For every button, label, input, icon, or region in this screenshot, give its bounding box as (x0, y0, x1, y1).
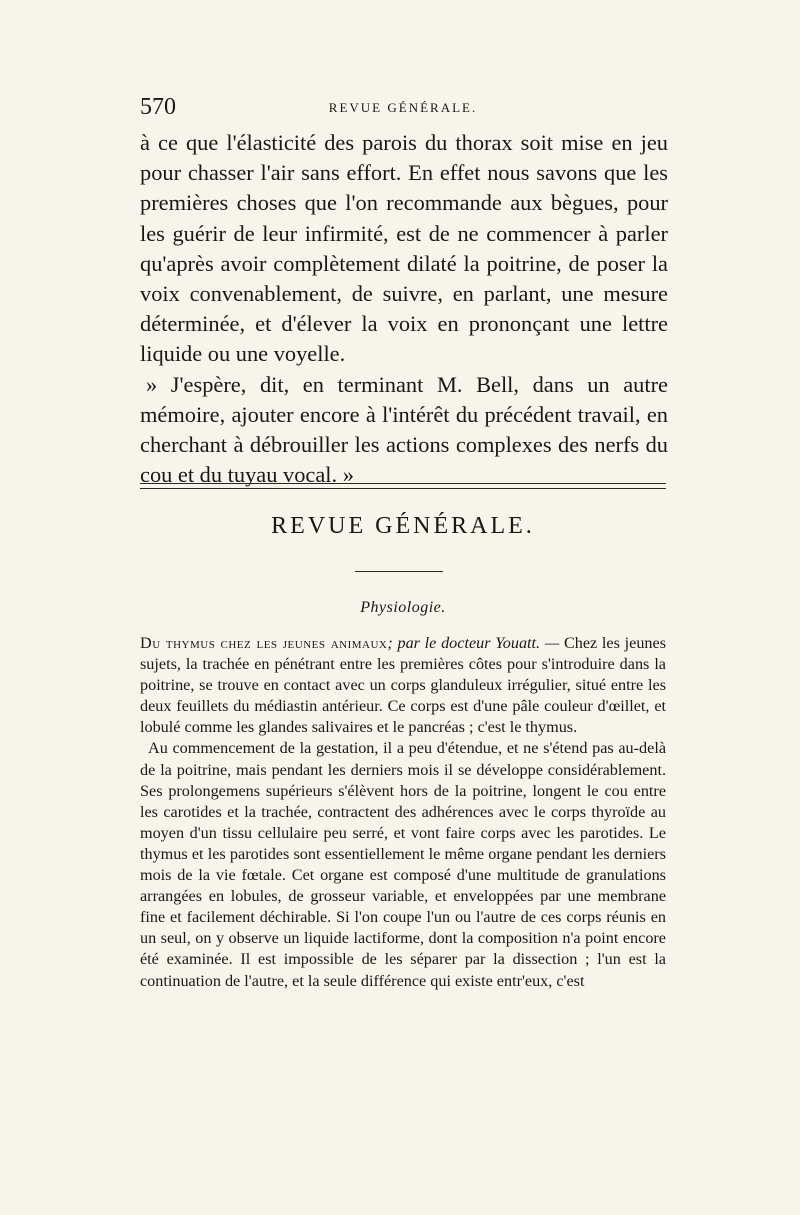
running-head: REVUE GÉNÉRALE. (328, 100, 478, 115)
paragraph: à ce que l'élasticité des parois du thorax soit mise en jeu pour chasser l'air sans effort. En effet nous savons que les premières choses que l'on recommande aux bègues, pour les guérir de leur infirmité, est de ne commencer à parler qu'après avoir complètement dilaté la poitrine, de poser la voix convenablement, de suivre, en parlant, une mesure déterminée, et d'élever la voix en prononçant une lettre liquide ou une voyelle. (140, 130, 668, 367)
title-rule (355, 571, 443, 572)
section-separator-bottom (140, 488, 666, 489)
article-paragraph: Au commencement de la gestation, il a peu d'étendue, et ne s'étend pas au-delà de la poitrine, mais pendant les derniers mois il se développe considérablement. Ses prolongemens supérieurs s'élèvent hors de la poitrine, longent le cou entre les carotides et la trachée, contractent des adhérences avec le corps thyroïde au moyen d'un tissu cellulaire peu serré, et vont faire corps avec les parotides. Le thymus et les parotides sont essentiellement le même organe pendant les derniers mois de la vie fœtale. Cet organe est composé d'une multitude de granulations arrangées en lobules, de grosseur variable, et enveloppées par une membrane fine et facilement déchirable. Si l'on coupe l'un ou l'autre de ces corps réunis en un seul, on y observe un liquide lactiforme, dont la composition n'a point encore été examinée. Il est impossible de les séparer par la dissection ; l'un est la continuation de l'autre, et la seule différence qui existe entr'eux, c'est (140, 739, 666, 990)
page-number: 570 (140, 94, 176, 120)
article-byline: ; par le docteur Youatt. — (387, 634, 560, 652)
page-header (140, 94, 666, 122)
paragraph: » J'espère, dit, en terminant M. Bell, dans un autre mémoire, ajouter encore à l'intérêt du précédent travail, en cherchant à débrouiller les actions complexes des nerfs du cou et du tuyau vocal. » (140, 371, 668, 488)
upper-text-block (140, 128, 668, 490)
section-title: REVUE GÉNÉRALE. (271, 513, 535, 539)
article-paragraph-text: Chez les jeunes sujets, la trachée en pénétrant entre les premières côtes pour s'introduire dans la poitrine, se trouve en contact avec un corps glanduleux irrégulier, situé entre les deux feuillets du médiastin antérieur. Ce corps est d'une pâle couleur d'œillet, et lobulé comme les glandes salivaires et le pancréas ; c'est le thymus. (140, 634, 666, 737)
article-first-paragraph (140, 633, 666, 738)
article-title: Du thymus chez les jeunes animaux (140, 634, 388, 652)
section-separator-top (140, 483, 666, 484)
subsection-title: Physiologie. (360, 599, 446, 616)
article-body (140, 633, 666, 992)
